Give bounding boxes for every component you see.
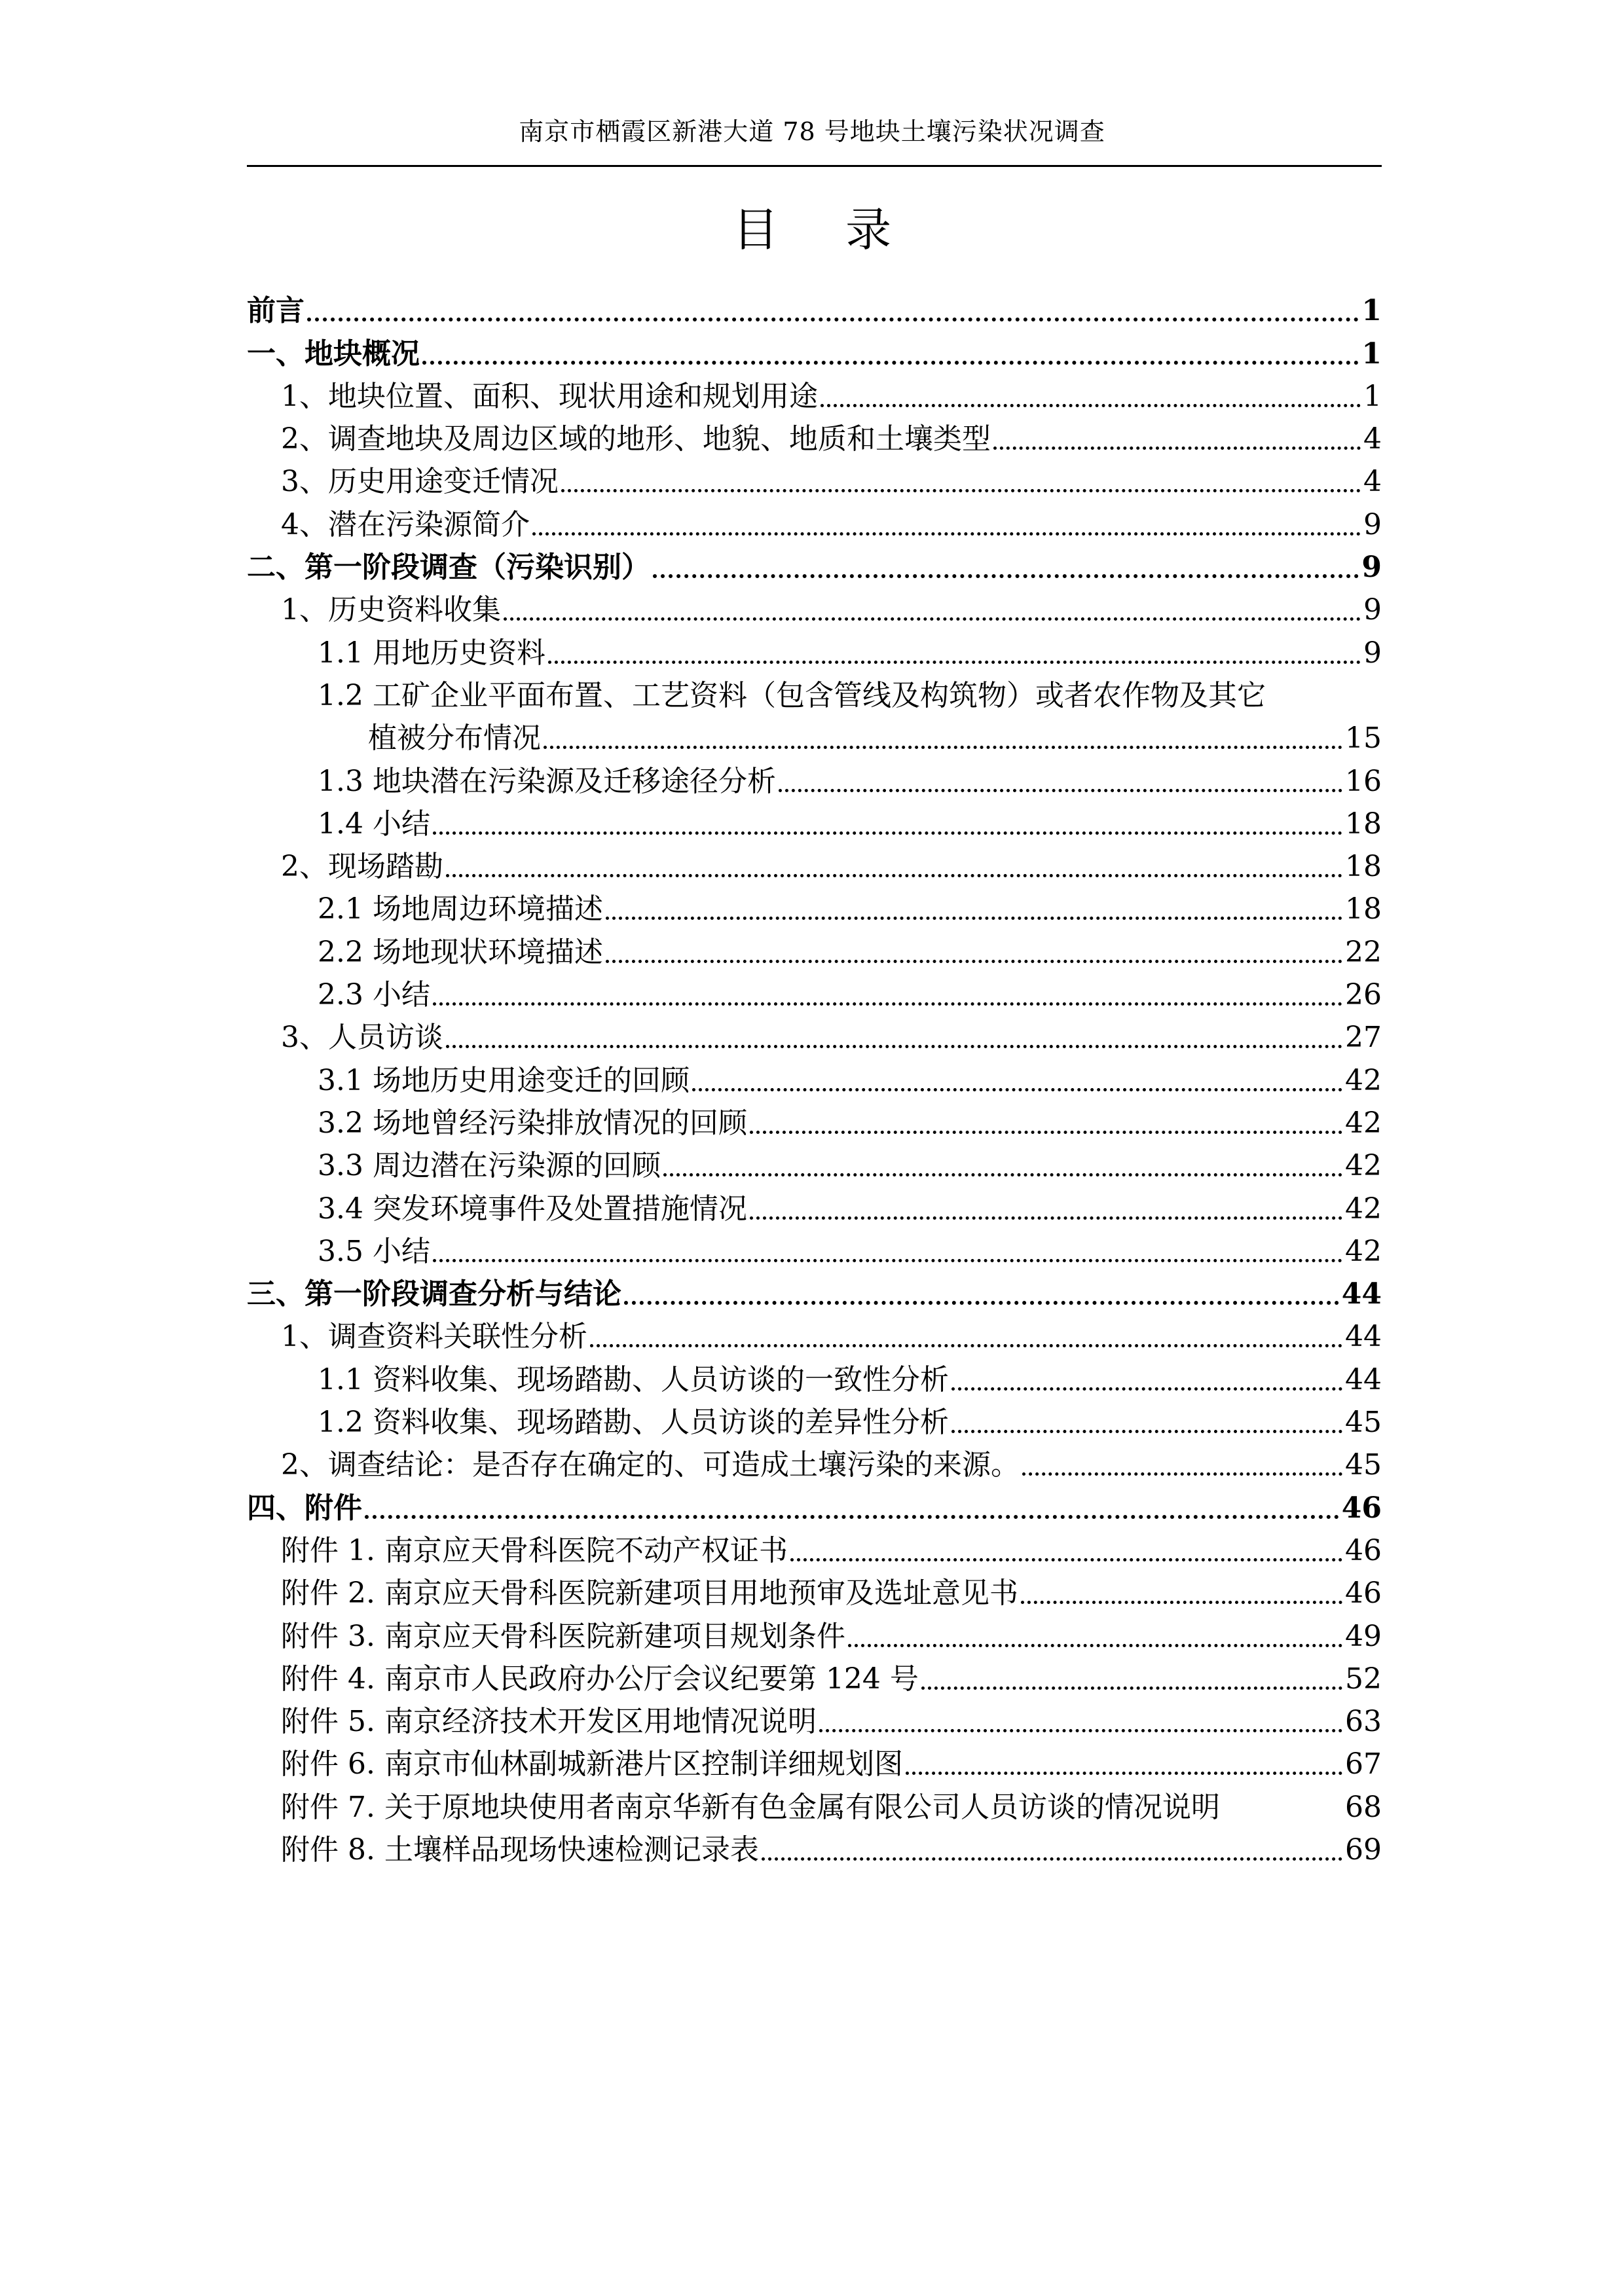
toc-page-number: 52 [1345,1662,1382,1696]
toc-leader-dots [433,1259,1342,1262]
toc-page-number: 22 [1345,935,1382,969]
toc-page-number: 9 [1363,507,1382,541]
toc-page-number: 42 [1345,1106,1382,1140]
table-of-contents [247,285,1382,1867]
toc-entry[interactable] [247,1098,1382,1140]
toc-page-number: 4 [1363,465,1382,499]
toc-entry-label: 3.3 周边潜在污染源的回顾 [318,1149,661,1183]
toc-entry[interactable] [247,841,1382,884]
toc-leader-dots [433,831,1342,835]
toc-entry-label: 附件 1. 南京应天骨科医院不动产权证书 [281,1533,788,1567]
toc-entry-label: 2、调查地块及周边区域的地形、地貌、地质和土壤类型 [281,422,991,456]
toc-entry-label: 1、历史资料收集 [281,593,501,627]
running-header: 南京市栖霞区新港大道 78 号地块土壤污染状况调查 [519,117,1105,146]
toc-entry[interactable] [247,1611,1382,1653]
toc-entry-label: 附件 8. 土壤样品现场快速检测记录表 [281,1832,759,1867]
toc-leader-dots [993,446,1361,450]
toc-entry[interactable] [247,627,1382,670]
toc-page-number: 9 [1361,551,1382,585]
toc-entry[interactable] [247,756,1382,798]
toc-entry[interactable] [247,1739,1382,1781]
toc-entry-label: 1.2 工矿企业平面布置、工艺资料（包含管线及构筑物）或者农作物及其它 [318,678,1266,712]
toc-entry-label: 1、地块位置、面积、现状用途和规划用途 [281,379,818,413]
toc-leader-dots [790,1558,1342,1561]
toc-entry-label: 一、地块概况 [247,337,420,371]
toc-entry[interactable] [247,670,1382,713]
toc-entry[interactable] [247,499,1382,541]
toc-page-number: 49 [1345,1619,1382,1653]
toc-leader-dots [848,1644,1342,1647]
toc-leader-dots [750,1216,1342,1220]
toc-page-number: 16 [1345,764,1382,798]
toc-leader-dots [663,1173,1342,1176]
toc-entry-label: 附件 6. 南京市仙林副城新港片区控制详细规划图 [281,1747,903,1781]
toc-leader-dots [422,361,1359,365]
toc-entry-label: 三、第一阶段调查分析与结论 [247,1277,621,1311]
toc-entry-label: 2.3 小结 [318,978,430,1012]
toc-page-number: 68 [1345,1790,1382,1824]
toc-entry[interactable] [247,1781,1382,1824]
toc-entry-label: 1.1 用地历史资料 [318,636,545,670]
toc-entry[interactable] [247,799,1382,841]
toc-entry[interactable] [247,884,1382,926]
toc-entry-label: 2、调查结论：是否存在确定的、可造成土壤污染的来源。 [281,1448,1020,1482]
toc-entry[interactable] [247,926,1382,969]
toc-entry[interactable] [247,1440,1382,1482]
toc-entry[interactable] [247,285,1382,328]
toc-entry-label: 1.1 资料收集、现场踏勘、人员访谈的一致性分析 [318,1362,949,1396]
toc-page-number: 46 [1345,1533,1382,1567]
toc-entry[interactable] [247,328,1382,371]
toc-entry[interactable] [247,456,1382,499]
toc-leader-dots [590,1344,1342,1347]
toc-page-number: 67 [1345,1747,1382,1781]
toc-page-number: 1 [1363,379,1382,413]
toc-page-number: 18 [1345,807,1382,841]
toc-leader-dots [446,1045,1342,1048]
toc-leader-dots [921,1686,1342,1690]
toc-entry-label: 附件 7. 关于原地块使用者南京华新有色金属有限公司人员访谈的情况说明 [281,1790,1220,1824]
toc-leader-dots [548,661,1361,664]
toc-page-number: 69 [1345,1832,1382,1867]
toc-entry[interactable] [247,1654,1382,1696]
toc-entry[interactable] [247,970,1382,1012]
toc-entry-continuation[interactable] [247,713,1382,756]
toc-leader-dots [606,917,1342,920]
toc-entry[interactable] [247,1354,1382,1396]
toc-page-number: 9 [1363,636,1382,670]
toc-entry[interactable] [247,1269,1382,1311]
toc-leader-dots [561,489,1361,492]
toc-entry[interactable] [247,1055,1382,1097]
toc-entry-label: 附件 4. 南京市人民政府办公厅会议纪要第 124 号 [281,1662,919,1696]
toc-page-number: 42 [1345,1149,1382,1183]
toc-page-number: 46 [1341,1491,1382,1525]
toc-entry-label: 3、历史用途变迁情况 [281,465,559,499]
toc-entry-label: 植被分布情况 [368,721,541,756]
toc-page-number: 44 [1345,1320,1382,1354]
toc-leader-dots [951,1387,1342,1391]
toc-entry[interactable] [247,542,1382,585]
toc-leader-dots [762,1857,1342,1861]
toc-entry-label: 前言 [247,294,304,328]
toc-entry-label: 3.5 小结 [318,1234,430,1268]
toc-entry-label: 3、人员访谈 [281,1021,443,1055]
toc-leader-dots [433,1002,1342,1006]
toc-leader-dots [307,318,1359,321]
page-title: 目 录 [732,203,918,257]
toc-entry[interactable] [247,1311,1382,1354]
toc-page-number: 45 [1345,1448,1382,1482]
toc-page-number: 4 [1363,422,1382,456]
toc-leader-dots [446,874,1342,877]
header-rule [247,165,1382,167]
toc-entry[interactable] [247,1825,1382,1867]
toc-page-number: 26 [1345,978,1382,1012]
toc-entry-label: 附件 3. 南京应天骨科医院新建项目规划条件 [281,1619,845,1653]
toc-entry-label: 2、现场踏勘 [281,850,443,884]
toc-entry[interactable] [247,1525,1382,1568]
toc-leader-dots [544,746,1342,749]
toc-leader-dots [951,1430,1342,1433]
toc-leader-dots [653,574,1359,578]
toc-entry-label: 4、潜在污染源简介 [281,507,530,541]
toc-leader-dots [1022,1472,1342,1476]
toc-entry[interactable] [247,414,1382,456]
toc-page-number: 42 [1345,1234,1382,1268]
toc-leader-dots [819,1729,1342,1732]
toc-leader-dots [750,1131,1342,1134]
toc-page-number: 18 [1345,892,1382,926]
toc-entry[interactable] [247,371,1382,414]
toc-leader-dots [821,404,1361,407]
toc-entry-label: 1.2 资料收集、现场踏勘、人员访谈的差异性分析 [318,1406,949,1440]
toc-page-number: 42 [1345,1192,1382,1226]
toc-leader-dots [624,1301,1339,1305]
toc-page-number: 63 [1345,1705,1382,1739]
toc-page-number: 27 [1345,1021,1382,1055]
toc-page-number: 15 [1345,721,1382,756]
toc-page-number: 18 [1345,850,1382,884]
toc-leader-dots [779,789,1342,792]
toc-entry-label: 1、调查资料关联性分析 [281,1320,587,1354]
toc-entry-label: 二、第一阶段调查（污染识别） [247,551,650,585]
toc-page-number: 46 [1345,1576,1382,1611]
toc-entry[interactable] [247,1568,1382,1611]
toc-entry[interactable] [247,1183,1382,1226]
toc-entry-label: 3.2 场地曾经污染排放情况的回顾 [318,1106,747,1140]
toc-leader-dots [504,617,1361,621]
toc-entry[interactable] [247,1012,1382,1055]
toc-page-number: 1 [1361,337,1382,371]
toc-entry[interactable] [247,1482,1382,1525]
toc-entry-label: 3.1 场地历史用途变迁的回顾 [318,1063,690,1097]
toc-entry[interactable] [247,1397,1382,1440]
toc-leader-dots [532,532,1361,536]
toc-entry[interactable] [247,1226,1382,1269]
toc-entry-label: 附件 5. 南京经济技术开发区用地情况说明 [281,1705,817,1739]
toc-page-number: 45 [1345,1406,1382,1440]
toc-page-number: 1 [1361,294,1382,328]
toc-page-number: 9 [1363,593,1382,627]
toc-entry-label: 2.2 场地现状环境描述 [318,935,603,969]
toc-entry[interactable] [247,1696,1382,1739]
toc-entry[interactable] [247,585,1382,627]
toc-leader-dots [906,1772,1342,1775]
toc-leader-dots [365,1515,1339,1519]
toc-entry-label: 3.4 突发环境事件及处置措施情况 [318,1192,747,1226]
toc-page-number: 44 [1341,1277,1382,1311]
toc-leader-dots [606,960,1342,963]
toc-leader-dots [692,1088,1342,1091]
toc-leader-dots [1021,1601,1342,1604]
toc-page-number: 44 [1345,1362,1382,1396]
toc-entry[interactable] [247,1140,1382,1183]
toc-page-number: 42 [1345,1063,1382,1097]
toc-entry-label: 四、附件 [247,1491,362,1525]
toc-entry-label: 2.1 场地周边环境描述 [318,892,603,926]
toc-entry-label: 1.3 地块潜在污染源及迁移途径分析 [318,764,776,798]
toc-entry-label: 1.4 小结 [318,807,430,841]
toc-entry-label: 附件 2. 南京应天骨科医院新建项目用地预审及选址意见书 [281,1576,1018,1611]
